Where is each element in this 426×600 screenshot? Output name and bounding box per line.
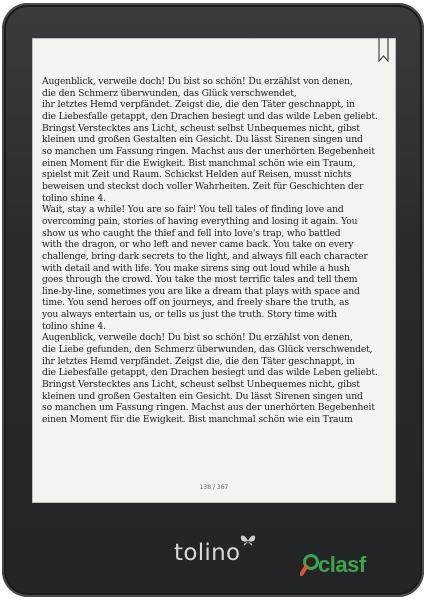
text-line: Wait, stay a while! You are so fair! You tell tales of finding love and xyxy=(42,204,344,216)
text-line: kleinen und großen Gestalten ein Gesicht. Du lässt Sirenen singen und xyxy=(42,134,363,146)
text-line: goes through the crowd. You take the most terrific tales and tell them xyxy=(42,274,358,286)
text-line: overcoming pain, stories of having everything and losing it again. You xyxy=(42,215,358,227)
text-line: einen Moment für die Ewigkeit. Bist manchmal schön wie ein Traum, xyxy=(42,157,356,169)
book-text xyxy=(42,76,388,426)
text-line: kleinen und großen Gestalten ein Gesicht. Du lässt Sirenen singen und xyxy=(42,390,363,402)
bookmark-icon[interactable] xyxy=(378,38,389,62)
magnifier-icon xyxy=(300,553,320,577)
text-line: you always entertain us, or tells us just the truth. Story time with xyxy=(42,309,337,321)
text-line: Augenblick, verweile doch! Du bist so schön! Du erzählst von denen, xyxy=(42,332,353,344)
text-line: Bringst Verstecktes ans Licht, scheust selbst Unbequemes nicht, gibst xyxy=(42,379,360,391)
text-line: tolino shine 4. xyxy=(42,320,106,332)
text-line: challenge, bring dark secrets to the light, and always fill each character xyxy=(42,250,368,262)
text-line: with the dragon, or who left and never came back. You take on every xyxy=(42,239,354,251)
text-line: ihr letztes Hemd verpfändet. Zeigst die, die den Täter geschnappt, in xyxy=(42,99,355,111)
text-line: beweisen und steckst doch voller Wahrheiten. Zeit für Geschichten der xyxy=(42,180,364,192)
device-logo: tolino xyxy=(174,540,241,566)
text-line: die den Schmerz überwunden, das Glück verschwendet, xyxy=(42,87,297,99)
ereader-screen[interactable] xyxy=(32,38,396,503)
text-line: line-by-line, sometimes you are like a dream that plays with space and xyxy=(42,285,360,297)
text-line: time. You send heroes off on journeys, and freely share the truth, as xyxy=(42,297,349,309)
text-line: die Liebe gefunden, den Schmerz überwunden, das Glück verschwendet, xyxy=(42,344,373,356)
text-line: so manchen um Fassung ringen. Machst aus der unerhörten Begebenheit xyxy=(42,145,375,157)
text-line: show us who caught the thief and fell into love's trap, who battled xyxy=(42,227,341,239)
text-line: so manchen um Fassung ringen. Machst aus der unerhörten Begebenheit xyxy=(42,402,375,414)
text-line: die Liebesfalle getappt, den Drachen besiegt und das wilde Leben geliebt. xyxy=(42,367,378,379)
text-line: with detail and with life. You make sirens sing out loud while a hush xyxy=(42,262,350,274)
text-line: Bringst Verstecktes ans Licht, scheust selbst Unbequemes nicht, gibst xyxy=(42,122,360,134)
ereader-device xyxy=(2,3,424,597)
text-line: einen Moment für die Ewigkeit. Bist manchmal schön wie ein Traum xyxy=(42,414,353,426)
page-number: 138 / 367 xyxy=(199,484,229,491)
text-line: Augenblick, verweile doch! Du bist so schön! Du erzählst von denen, xyxy=(42,76,353,87)
text-line: ihr letztes Hemd verpfändet. Zeigst die, die den Täter geschnappt, in xyxy=(42,355,355,367)
butterfly-icon xyxy=(239,533,257,549)
text-line: tolino shine 4. xyxy=(42,192,106,204)
text-line: spielst mit Zeit und Raum. Schickst Helden auf Reisen, musst nichts xyxy=(42,169,352,181)
text-line: die Liebesfalle getappt, den Drachen besiegt und das wilde Leben geliebt. xyxy=(42,110,378,122)
watermark-text: clasf xyxy=(318,552,366,577)
